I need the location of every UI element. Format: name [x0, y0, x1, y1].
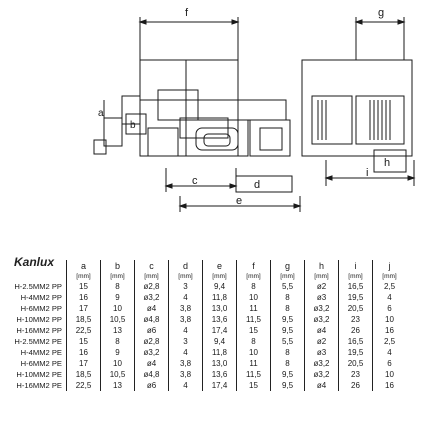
- dimension-g: [356, 7, 404, 60]
- column-header-d: d: [169, 260, 203, 272]
- cell-j: 16: [373, 380, 407, 391]
- cell-d: 3,8: [169, 303, 203, 314]
- dim-label-a: a: [98, 108, 104, 119]
- column-header-j: j: [373, 260, 407, 272]
- cell-f: 10: [237, 292, 271, 303]
- cell-j: 6: [373, 303, 407, 314]
- cell-d: 3,8: [169, 314, 203, 325]
- cell-h: ø3,2: [305, 369, 339, 380]
- dimension-h-i: [326, 150, 414, 186]
- cell-j: 10: [373, 369, 407, 380]
- cell-i: 26: [339, 380, 373, 391]
- brand-logo: Kanlux: [14, 255, 55, 269]
- model-name: H-16MM2 PP: [16, 326, 62, 335]
- cell-h: ø4: [305, 380, 339, 391]
- cell-e: 13,6: [203, 369, 237, 380]
- units-model: [2, 272, 67, 281]
- model-name: H-2.5MM2 PE: [14, 337, 62, 346]
- cell-h: ø3,2: [305, 358, 339, 369]
- table-row: [2, 369, 406, 380]
- cell-f: 11,5: [237, 369, 271, 380]
- cell-b: 10,5: [101, 369, 135, 380]
- ferrule-side-view: [94, 60, 238, 156]
- cell-d: 4: [169, 325, 203, 336]
- cell-i: 16,5: [339, 336, 373, 347]
- unit-label: [mm]: [101, 272, 135, 281]
- cell-f: 11: [237, 303, 271, 314]
- cell-b: 10: [101, 358, 135, 369]
- cell-d: 3,8: [169, 369, 203, 380]
- cell-i: 23: [339, 369, 373, 380]
- cell-a: 15: [67, 281, 101, 292]
- column-header-g: g: [271, 260, 305, 272]
- cell-a: 22,5: [67, 380, 101, 391]
- header-model: [2, 260, 67, 272]
- cell-g: 5,5: [271, 336, 305, 347]
- cell-i: 16,5: [339, 281, 373, 292]
- cell-f: 11: [237, 358, 271, 369]
- table-row: [2, 303, 406, 314]
- column-header-a: a: [67, 260, 101, 272]
- dim-label-e: e: [236, 195, 243, 207]
- cell-e: 13,6: [203, 314, 237, 325]
- cell-i: 19,5: [339, 347, 373, 358]
- cell-g: 8: [271, 347, 305, 358]
- column-header-e: e: [203, 260, 237, 272]
- cell-f: 8: [237, 336, 271, 347]
- cell-c: ø3,2: [135, 347, 169, 358]
- cell-c: ø4: [135, 303, 169, 314]
- unit-label: [mm]: [135, 272, 169, 281]
- cell-h: ø3: [305, 347, 339, 358]
- dim-label-c: c: [192, 175, 198, 187]
- dimension-c-d: [166, 168, 292, 192]
- unit-label: [mm]: [373, 272, 407, 281]
- unit-label: [mm]: [169, 272, 203, 281]
- cell-h: ø4: [305, 325, 339, 336]
- cell-i: 26: [339, 325, 373, 336]
- cell-d: 3: [169, 336, 203, 347]
- table-row: [2, 336, 406, 347]
- cell-e: 11,8: [203, 292, 237, 303]
- cell-h: ø3,2: [305, 303, 339, 314]
- ferrule-top-view: [302, 60, 412, 156]
- dim-label-i: i: [366, 167, 369, 179]
- cell-c: ø2,8: [135, 281, 169, 292]
- cell-e: 17,4: [203, 380, 237, 391]
- column-header-h: h: [305, 260, 339, 272]
- cell-a: 16: [67, 347, 101, 358]
- cell-g: 8: [271, 292, 305, 303]
- cell-f: 11,5: [237, 314, 271, 325]
- cell-e: 11,8: [203, 347, 237, 358]
- model-name: H-2.5MM2 PP: [14, 282, 62, 291]
- cell-i: 19,5: [339, 292, 373, 303]
- cell-g: 9,5: [271, 325, 305, 336]
- cell-c: ø6: [135, 325, 169, 336]
- cell-j: 16: [373, 325, 407, 336]
- cell-c: ø6: [135, 380, 169, 391]
- cell-e: 9,4: [203, 336, 237, 347]
- column-header-c: c: [135, 260, 169, 272]
- model-name: H-4MM2 PE: [20, 348, 62, 357]
- dim-label-g: g: [378, 7, 385, 19]
- cell-c: ø4,8: [135, 369, 169, 380]
- cell-i: 23: [339, 314, 373, 325]
- cell-c: ø2,8: [135, 336, 169, 347]
- cell-b: 8: [101, 281, 135, 292]
- cell-b: 13: [101, 325, 135, 336]
- cell-g: 9,5: [271, 369, 305, 380]
- cell-g: 5,5: [271, 281, 305, 292]
- cell-b: 10: [101, 303, 135, 314]
- table-row: [2, 325, 406, 336]
- table-row: [2, 281, 406, 292]
- cell-j: 2,5: [373, 281, 407, 292]
- cell-a: 22,5: [67, 325, 101, 336]
- cell-g: 8: [271, 303, 305, 314]
- cell-d: 4: [169, 347, 203, 358]
- cell-j: 4: [373, 292, 407, 303]
- cell-j: 2,5: [373, 336, 407, 347]
- cell-h: ø3,2: [305, 314, 339, 325]
- model-name: H-6MM2 PP: [20, 304, 62, 313]
- cell-e: 17,4: [203, 325, 237, 336]
- cell-a: 17: [67, 303, 101, 314]
- cell-i: 20,5: [339, 303, 373, 314]
- cell-g: 9,5: [271, 380, 305, 391]
- unit-label: [mm]: [203, 272, 237, 281]
- dimension-f: [140, 7, 238, 60]
- cell-d: 4: [169, 380, 203, 391]
- cell-e: 13,0: [203, 358, 237, 369]
- dim-label-h: h: [384, 157, 391, 169]
- table-row: [2, 292, 406, 303]
- cell-h: ø2: [305, 336, 339, 347]
- table-row: [2, 347, 406, 358]
- cell-e: 13,0: [203, 303, 237, 314]
- unit-label: [mm]: [237, 272, 271, 281]
- cell-b: 10,5: [101, 314, 135, 325]
- column-header-b: b: [101, 260, 135, 272]
- table-units-row: [2, 272, 406, 281]
- cell-h: ø3: [305, 292, 339, 303]
- cell-b: 9: [101, 292, 135, 303]
- cell-c: ø3,2: [135, 292, 169, 303]
- dim-label-d: d: [254, 179, 261, 191]
- cell-f: 15: [237, 380, 271, 391]
- cell-f: 10: [237, 347, 271, 358]
- cell-f: 15: [237, 325, 271, 336]
- unit-label: [mm]: [339, 272, 373, 281]
- cell-d: 4: [169, 292, 203, 303]
- model-name: H-10MM2 PP: [16, 315, 62, 324]
- model-name: H-6MM2 PE: [20, 359, 62, 368]
- dimension-a: [98, 100, 104, 122]
- dimension-table: [2, 260, 406, 391]
- cell-a: 17: [67, 358, 101, 369]
- unit-label: [mm]: [67, 272, 101, 281]
- column-header-i: i: [339, 260, 373, 272]
- cell-a: 16: [67, 292, 101, 303]
- cell-d: 3,8: [169, 358, 203, 369]
- table-header-row: [2, 260, 406, 272]
- unit-label: [mm]: [305, 272, 339, 281]
- table-row: [2, 380, 406, 391]
- unit-label: [mm]: [271, 272, 305, 281]
- cell-a: 18,5: [67, 369, 101, 380]
- model-name: H-10MM2 PE: [16, 370, 62, 379]
- model-name: H-4MM2 PP: [20, 293, 62, 302]
- cell-a: 18,5: [67, 314, 101, 325]
- table-row: [2, 358, 406, 369]
- cell-i: 20,5: [339, 358, 373, 369]
- cell-c: ø4: [135, 358, 169, 369]
- dim-label-b: b: [130, 120, 136, 131]
- cell-b: 9: [101, 347, 135, 358]
- dim-label-f: f: [185, 7, 189, 19]
- cell-f: 8: [237, 281, 271, 292]
- cell-a: 15: [67, 336, 101, 347]
- cell-h: ø2: [305, 281, 339, 292]
- dimension-e: [180, 195, 300, 212]
- table-row: [2, 314, 406, 325]
- column-header-f: f: [237, 260, 271, 272]
- model-name: H-16MM2 PE: [16, 381, 62, 390]
- cell-b: 13: [101, 380, 135, 391]
- cell-g: 8: [271, 358, 305, 369]
- cell-e: 9,4: [203, 281, 237, 292]
- cell-c: ø4,8: [135, 314, 169, 325]
- cell-g: 9,5: [271, 314, 305, 325]
- cell-j: 4: [373, 347, 407, 358]
- cell-j: 10: [373, 314, 407, 325]
- cell-b: 8: [101, 336, 135, 347]
- cell-j: 6: [373, 358, 407, 369]
- cell-d: 3: [169, 281, 203, 292]
